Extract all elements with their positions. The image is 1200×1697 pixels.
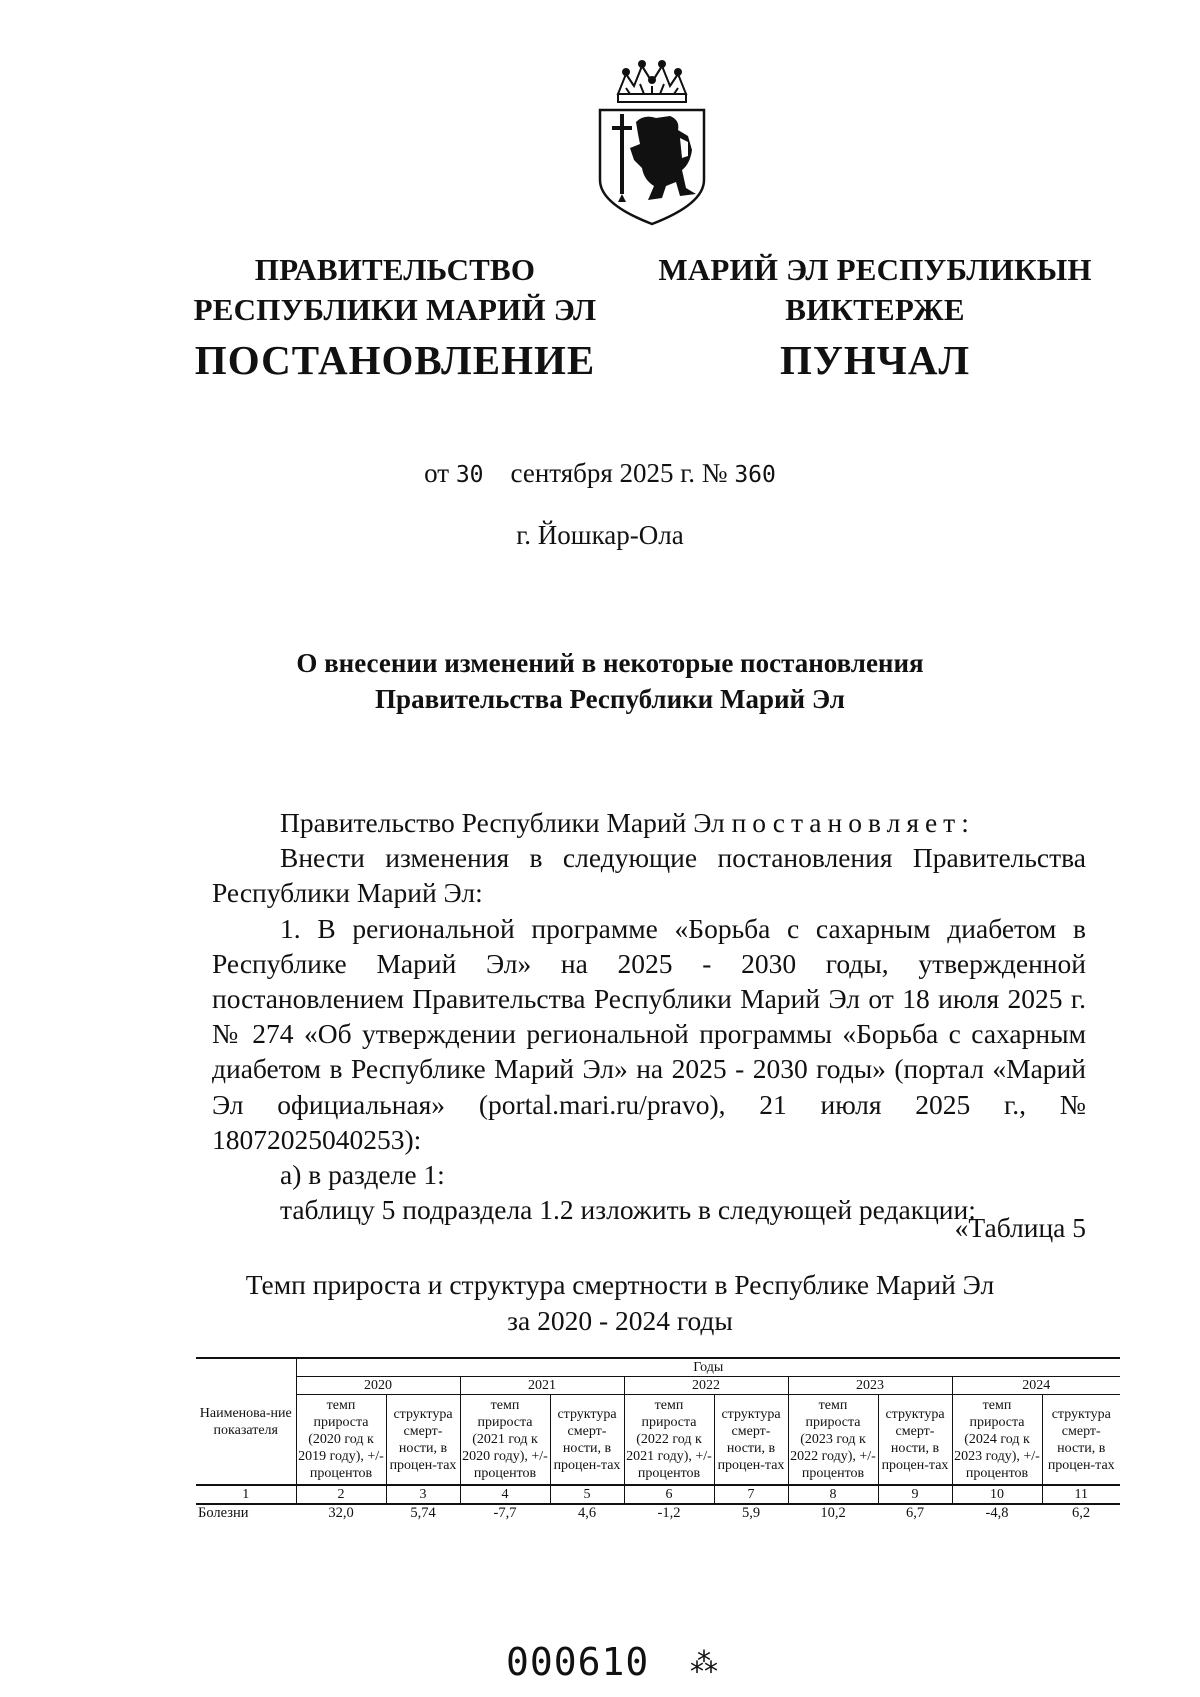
header-growth-rate: темп прироста (2022 год к 2021 году), +/- процентов: [624, 1395, 714, 1486]
p1-decree-word: постановляет: [731, 807, 962, 838]
table-cell: -7,7: [493, 1505, 517, 1521]
header-years-group: Годы: [296, 1358, 1120, 1377]
header-mortality-structure: структура смерт-ности, в процен-тах: [714, 1395, 788, 1486]
mortality-table: [196, 1357, 1120, 1522]
government-name-ru-line1: ПРАВИТЕЛЬСТВО: [254, 252, 536, 287]
document-dateline: [0, 458, 1200, 489]
p1-start: Правительство Республики Марий Эл: [280, 807, 732, 838]
table-caption: [240, 1267, 1000, 1339]
table-cell: 4,6: [577, 1505, 597, 1521]
table-row: [196, 1504, 1120, 1522]
body-paragraph-2: Внести изменения в следующие постановления Правительства Республики Марий Эл:: [212, 842, 1086, 909]
table-caption-line2: за 2020 - 2024 годы: [507, 1305, 733, 1336]
table-cell: -4,8: [985, 1505, 1009, 1521]
column-number: 9: [878, 1485, 952, 1504]
document-type-ru: ПОСТАНОВЛЕНИЕ: [194, 337, 596, 383]
document-number: 360: [734, 462, 776, 488]
header-subheader-row: [196, 1395, 1120, 1486]
body-paragraph-5: таблицу 5 подраздела 1.2 изложить в следующей редакции:: [280, 1194, 976, 1226]
header-growth-rate: темп прироста (2023 год к 2022 году), +/- процентов: [788, 1395, 878, 1486]
header-indicator-name: Наименова-ние показателя: [196, 1358, 296, 1485]
body-paragraph-4: а) в разделе 1:: [280, 1159, 445, 1191]
table-cell: -1,2: [657, 1505, 681, 1521]
column-number: 7: [714, 1485, 788, 1504]
government-name-mari-line2: ВИКТЕРЖЕ: [785, 292, 965, 327]
column-number: 8: [788, 1485, 878, 1504]
header-year-2020: 2020: [296, 1377, 460, 1395]
coat-of-arms-emblem: [596, 52, 708, 228]
header-year-2021: 2021: [460, 1377, 624, 1395]
header-mortality-structure: структура смерт-ности, в процен-тах: [550, 1395, 624, 1486]
header-mortality-structure: структура смерт-ности, в процен-тах: [878, 1395, 952, 1486]
date-month-year: сентября 2025 г. №: [510, 458, 728, 488]
column-number: 4: [460, 1485, 550, 1504]
table-cell: 6,2: [1071, 1505, 1091, 1521]
column-number: 5: [550, 1485, 624, 1504]
table-cell: 5,9: [741, 1505, 761, 1521]
government-name-ru-line2: РЕСПУБЛИКИ МАРИЙ ЭЛ: [193, 292, 597, 327]
date-prefix: от: [424, 458, 450, 488]
header-mortality-structure: структура смерт-ности, в процен-тах: [1042, 1395, 1120, 1486]
column-number: 6: [624, 1485, 714, 1504]
body-paragraph-1: [212, 805, 1086, 840]
header-growth-rate: темп прироста (2021 год к 2020 году), +/- процентов: [460, 1395, 550, 1486]
title-line1: О внесении изменений в некоторые постановления: [296, 648, 924, 678]
document-body: [212, 805, 1086, 1227]
header-year-2024: 2024: [952, 1377, 1120, 1395]
table-body: [196, 1504, 1120, 1522]
column-number: 10: [952, 1485, 1042, 1504]
document-title: [240, 645, 980, 717]
header-growth-rate: темп прироста (2020 год к 2019 году), +/- процентов: [296, 1395, 386, 1486]
header-mortality-structure: структура смерт-ности, в процен-тах: [386, 1395, 460, 1486]
table-label: «Таблица 5: [954, 1212, 1086, 1243]
header-year-row: [196, 1377, 1120, 1395]
row-indicator-name: Болезни: [198, 1505, 249, 1521]
column-number-row: [196, 1485, 1120, 1504]
column-number: 11: [1042, 1485, 1120, 1504]
date-day: 30: [455, 462, 484, 488]
p1-end: :: [961, 807, 969, 838]
table-cell: 10,2: [820, 1505, 846, 1521]
table-caption-line1: Темп прироста и структура смертности в Республике Марий Эл: [245, 1269, 995, 1300]
column-number: 1: [242, 1487, 250, 1502]
table-cell: 32,0: [328, 1505, 354, 1521]
column-number: 2: [296, 1485, 386, 1504]
document-type-mari: ПУНЧАЛ: [779, 337, 971, 383]
header-year-2022: 2022: [624, 1377, 788, 1395]
city-name: г. Йошкар-Ола: [516, 520, 684, 550]
table-cell: 5,74: [410, 1505, 436, 1521]
header-growth-rate: темп прироста (2024 год к 2023 году), +/- процентов: [952, 1395, 1042, 1486]
government-name-mari-line1: МАРИЙ ЭЛ РЕСПУБЛИКЫН: [658, 252, 1092, 287]
asterism-mark: ⁂: [690, 1646, 718, 1679]
table-cell: 6,7: [905, 1505, 925, 1521]
body-paragraph-3: 1. В региональной программе «Борьба с сахарным диабетом в Республике Марий Эл» на 2025 - 2030 годы, утвержденной постановлением Правительства Республики Марий Эл от 18 июля 2025 г. № 274 «Об утверждении региональной программы «Борьба с сахарным диабетом в Республике Марий Эл» на 2025 - 2030 годы» (портал «Марий Эл официальная» (portal.mari.ru/pravo), 21 июля 2025 г., № 18072025040253):: [212, 912, 1086, 1155]
header-year-2023: 2023: [788, 1377, 952, 1395]
serial-number: 000610: [506, 1640, 650, 1684]
column-number: 3: [386, 1485, 460, 1504]
title-line2: Правительства Республики Марий Эл: [375, 684, 845, 714]
